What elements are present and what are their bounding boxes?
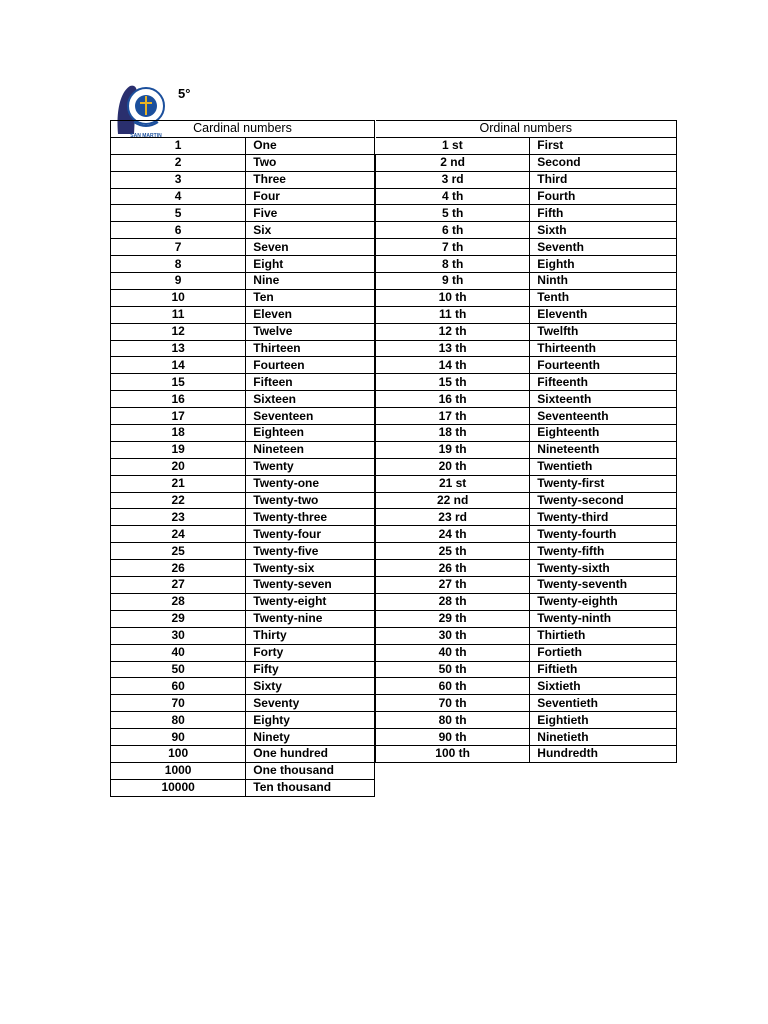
cardinal-row [111,441,375,458]
cardinal-number-cell: 18 [111,425,246,442]
cardinal-word-cell: Sixty [246,678,375,695]
cardinal-word-cell: Twenty-seven [246,577,375,594]
cardinal-row [111,644,375,661]
ordinal-word-cell: Seventieth [530,695,677,712]
cardinal-number-cell: 27 [111,577,246,594]
ordinal-number-cell: 8 th [376,256,530,273]
ordinal-row [376,695,677,712]
cardinal-word-cell: Sixteen [246,391,375,408]
ordinal-word-cell: Twenty-fourth [530,526,677,543]
ordinal-number-cell: 14 th [376,357,530,374]
ordinal-row [376,222,677,239]
cardinal-row [111,593,375,610]
ordinal-word-cell: Twenty-ninth [530,610,677,627]
ordinal-word-cell: Twenty-second [530,492,677,509]
cardinal-number-cell: 6 [111,222,246,239]
cardinal-number-cell: 9 [111,273,246,290]
ordinal-word-cell: Sixtieth [530,678,677,695]
ordinal-row [376,188,677,205]
ordinal-word-cell: Third [530,171,677,188]
cardinal-row [111,560,375,577]
svg-text:SAN MARTIN: SAN MARTIN [130,133,162,139]
ordinal-word-cell: Seventh [530,239,677,256]
ordinal-word-cell: Twentieth [530,458,677,475]
ordinal-word-cell: Fiftieth [530,661,677,678]
ordinal-row [376,526,677,543]
cardinal-row [111,323,375,340]
cardinal-number-cell: 22 [111,492,246,509]
cardinal-word-cell: Four [246,188,375,205]
cardinal-row [111,425,375,442]
cardinal-row [111,408,375,425]
ordinal-number-cell: 27 th [376,577,530,594]
cardinal-number-cell: 29 [111,610,246,627]
cardinal-word-cell: Twelve [246,323,375,340]
ordinal-row [376,171,677,188]
cardinal-row [111,222,375,239]
cardinal-numbers-table [110,120,375,797]
cardinal-word-cell: Two [246,154,375,171]
ordinal-row [376,644,677,661]
cardinal-word-cell: Eight [246,256,375,273]
cardinal-word-cell: One [246,137,375,154]
cardinal-number-cell: 3 [111,171,246,188]
cardinal-row [111,543,375,560]
cardinal-number-cell: 10000 [111,779,246,796]
cardinal-word-cell: Fourteen [246,357,375,374]
cardinal-table-title: Cardinal numbers [111,121,375,138]
ordinal-row [376,374,677,391]
cardinal-row [111,610,375,627]
ordinal-number-cell: 10 th [376,289,530,306]
cardinal-word-cell: Seven [246,239,375,256]
ordinal-number-cell: 3 rd [376,171,530,188]
ordinal-number-cell: 13 th [376,340,530,357]
ordinal-numbers-table [375,120,677,763]
cardinal-row [111,289,375,306]
cardinal-row [111,154,375,171]
cardinal-number-cell: 2 [111,154,246,171]
ordinal-number-cell: 11 th [376,306,530,323]
cardinal-row [111,357,375,374]
ordinal-word-cell: Fifth [530,205,677,222]
cardinal-row [111,729,375,746]
ordinal-number-cell: 80 th [376,712,530,729]
cardinal-number-cell: 12 [111,323,246,340]
cardinal-row [111,526,375,543]
ordinal-word-cell: Thirtieth [530,627,677,644]
ordinal-row [376,458,677,475]
ordinal-row [376,425,677,442]
cardinal-row [111,205,375,222]
cardinal-number-cell: 80 [111,712,246,729]
ordinal-number-cell: 6 th [376,222,530,239]
cardinal-word-cell: Fifty [246,661,375,678]
cardinal-word-cell: Twenty-six [246,560,375,577]
cardinal-word-cell: Thirteen [246,340,375,357]
ordinal-word-cell: Ninetieth [530,729,677,746]
ordinal-row [376,289,677,306]
cardinal-number-cell: 30 [111,627,246,644]
cardinal-number-cell: 70 [111,695,246,712]
cardinal-number-cell: 19 [111,441,246,458]
ordinal-number-cell: 26 th [376,560,530,577]
cardinal-number-cell: 1 [111,137,246,154]
ordinal-word-cell: Twenty-eighth [530,593,677,610]
ordinal-number-cell: 2 nd [376,154,530,171]
ordinal-word-cell: Hundredth [530,745,677,762]
ordinal-word-cell: Eighth [530,256,677,273]
ordinal-number-cell: 70 th [376,695,530,712]
cardinal-row [111,391,375,408]
cardinal-word-cell: Three [246,171,375,188]
cardinal-word-cell: Fifteen [246,374,375,391]
cardinal-number-cell: 14 [111,357,246,374]
cardinal-number-cell: 4 [111,188,246,205]
ordinal-word-cell: Nineteenth [530,441,677,458]
ordinal-row [376,610,677,627]
cardinal-number-cell: 90 [111,729,246,746]
cardinal-word-cell: Twenty-one [246,475,375,492]
cardinal-word-cell: Eighteen [246,425,375,442]
ordinal-number-cell: 4 th [376,188,530,205]
cardinal-word-cell: One hundred [246,745,375,762]
ordinal-table-title: Ordinal numbers [376,121,677,138]
cardinal-word-cell: Ninety [246,729,375,746]
ordinal-row [376,712,677,729]
ordinal-word-cell: Twenty-first [530,475,677,492]
ordinal-word-cell: Eleventh [530,306,677,323]
cardinal-word-cell: Ten [246,289,375,306]
ordinal-number-cell: 15 th [376,374,530,391]
ordinal-row [376,391,677,408]
ordinal-number-cell: 12 th [376,323,530,340]
ordinal-word-cell: First [530,137,677,154]
cardinal-row [111,661,375,678]
cardinal-row [111,475,375,492]
cardinal-word-cell: Ten thousand [246,779,375,796]
ordinal-number-cell: 100 th [376,745,530,762]
cardinal-row [111,762,375,779]
cardinal-row [111,678,375,695]
ordinal-word-cell: Sixteenth [530,391,677,408]
cardinal-number-cell: 16 [111,391,246,408]
ordinal-word-cell: Fourteenth [530,357,677,374]
ordinal-number-cell: 1 st [376,137,530,154]
ordinal-number-cell: 29 th [376,610,530,627]
cardinal-number-cell: 8 [111,256,246,273]
ordinal-word-cell: Twenty-sixth [530,560,677,577]
cardinal-row [111,306,375,323]
ordinal-number-cell: 24 th [376,526,530,543]
cardinal-row [111,171,375,188]
cardinal-row [111,340,375,357]
cardinal-number-cell: 50 [111,661,246,678]
cardinal-number-cell: 5 [111,205,246,222]
ordinal-row [376,729,677,746]
cardinal-number-cell: 15 [111,374,246,391]
cardinal-row [111,695,375,712]
ordinal-number-cell: 22 nd [376,492,530,509]
cardinal-word-cell: Five [246,205,375,222]
ordinal-word-cell: Twenty-seventh [530,577,677,594]
ordinal-row [376,543,677,560]
ordinal-number-cell: 28 th [376,593,530,610]
cardinal-row [111,374,375,391]
ordinal-number-cell: 9 th [376,273,530,290]
cardinal-word-cell: Twenty-two [246,492,375,509]
cardinal-word-cell: Nine [246,273,375,290]
ordinal-number-cell: 7 th [376,239,530,256]
cardinal-row [111,256,375,273]
ordinal-row [376,154,677,171]
cardinal-row [111,492,375,509]
ordinal-row [376,475,677,492]
ordinal-number-cell: 21 st [376,475,530,492]
cardinal-word-cell: Forty [246,644,375,661]
ordinal-row [376,577,677,594]
ordinal-word-cell: Twelfth [530,323,677,340]
cardinal-word-cell: Eleven [246,306,375,323]
ordinal-row [376,408,677,425]
cardinal-number-cell: 28 [111,593,246,610]
cardinal-row [111,458,375,475]
ordinal-row [376,205,677,222]
ordinal-word-cell: Twenty-third [530,509,677,526]
cardinal-word-cell: Twenty-four [246,526,375,543]
cardinal-number-cell: 10 [111,289,246,306]
cardinal-row [111,137,375,154]
ordinal-row [376,340,677,357]
cardinal-number-cell: 17 [111,408,246,425]
ordinal-row [376,239,677,256]
ordinal-word-cell: Second [530,154,677,171]
ordinal-number-cell: 25 th [376,543,530,560]
cardinal-row [111,577,375,594]
ordinal-word-cell: Fortieth [530,644,677,661]
ordinal-number-cell: 16 th [376,391,530,408]
ordinal-word-cell: Thirteenth [530,340,677,357]
cardinal-row [111,239,375,256]
ordinal-row [376,357,677,374]
cardinal-word-cell: Seventy [246,695,375,712]
cardinal-word-cell: Twenty-three [246,509,375,526]
ordinal-row [376,306,677,323]
ordinal-row [376,678,677,695]
ordinal-word-cell: Fourth [530,188,677,205]
cardinal-word-cell: One thousand [246,762,375,779]
ordinal-word-cell: Tenth [530,289,677,306]
cardinal-number-cell: 1000 [111,762,246,779]
cardinal-word-cell: Seventeen [246,408,375,425]
ordinal-row [376,627,677,644]
ordinal-number-cell: 90 th [376,729,530,746]
ordinal-number-cell: 30 th [376,627,530,644]
cardinal-word-cell: Twenty-five [246,543,375,560]
cardinal-number-cell: 25 [111,543,246,560]
ordinal-number-cell: 40 th [376,644,530,661]
ordinal-row [376,323,677,340]
cardinal-word-cell: Twenty-eight [246,593,375,610]
ordinal-word-cell: Twenty-fifth [530,543,677,560]
ordinal-word-cell: Eightieth [530,712,677,729]
ordinal-number-cell: 17 th [376,408,530,425]
cardinal-word-cell: Six [246,222,375,239]
ordinal-row [376,441,677,458]
ordinal-row [376,661,677,678]
ordinal-number-cell: 60 th [376,678,530,695]
ordinal-row [376,593,677,610]
ordinal-number-cell: 19 th [376,441,530,458]
cardinal-row [111,779,375,796]
cardinal-number-cell: 7 [111,239,246,256]
cardinal-word-cell: Twenty-nine [246,610,375,627]
cardinal-number-cell: 24 [111,526,246,543]
cardinal-row [111,509,375,526]
cardinal-word-cell: Eighty [246,712,375,729]
ordinal-row [376,273,677,290]
ordinal-word-cell: Seventeenth [530,408,677,425]
cardinal-number-cell: 23 [111,509,246,526]
ordinal-number-cell: 18 th [376,425,530,442]
cardinal-number-cell: 13 [111,340,246,357]
ordinal-row [376,137,677,154]
cardinal-number-cell: 11 [111,306,246,323]
grade-label: 5° [178,86,191,101]
ordinal-row [376,509,677,526]
ordinal-word-cell: Sixth [530,222,677,239]
cardinal-number-cell: 40 [111,644,246,661]
cardinal-number-cell: 60 [111,678,246,695]
cardinal-word-cell: Nineteen [246,441,375,458]
ordinal-row [376,256,677,273]
cardinal-row [111,627,375,644]
ordinal-row [376,492,677,509]
ordinal-row [376,560,677,577]
cardinal-word-cell: Twenty [246,458,375,475]
cardinal-row [111,745,375,762]
ordinal-number-cell: 20 th [376,458,530,475]
cardinal-row [111,712,375,729]
ordinal-number-cell: 50 th [376,661,530,678]
ordinal-number-cell: 23 rd [376,509,530,526]
cardinal-number-cell: 21 [111,475,246,492]
cardinal-row [111,188,375,205]
ordinal-word-cell: Fifteenth [530,374,677,391]
ordinal-word-cell: Ninth [530,273,677,290]
cardinal-number-cell: 100 [111,745,246,762]
cardinal-number-cell: 20 [111,458,246,475]
cardinal-number-cell: 26 [111,560,246,577]
cardinal-word-cell: Thirty [246,627,375,644]
cardinal-row [111,273,375,290]
ordinal-word-cell: Eighteenth [530,425,677,442]
ordinal-row [376,745,677,762]
ordinal-number-cell: 5 th [376,205,530,222]
